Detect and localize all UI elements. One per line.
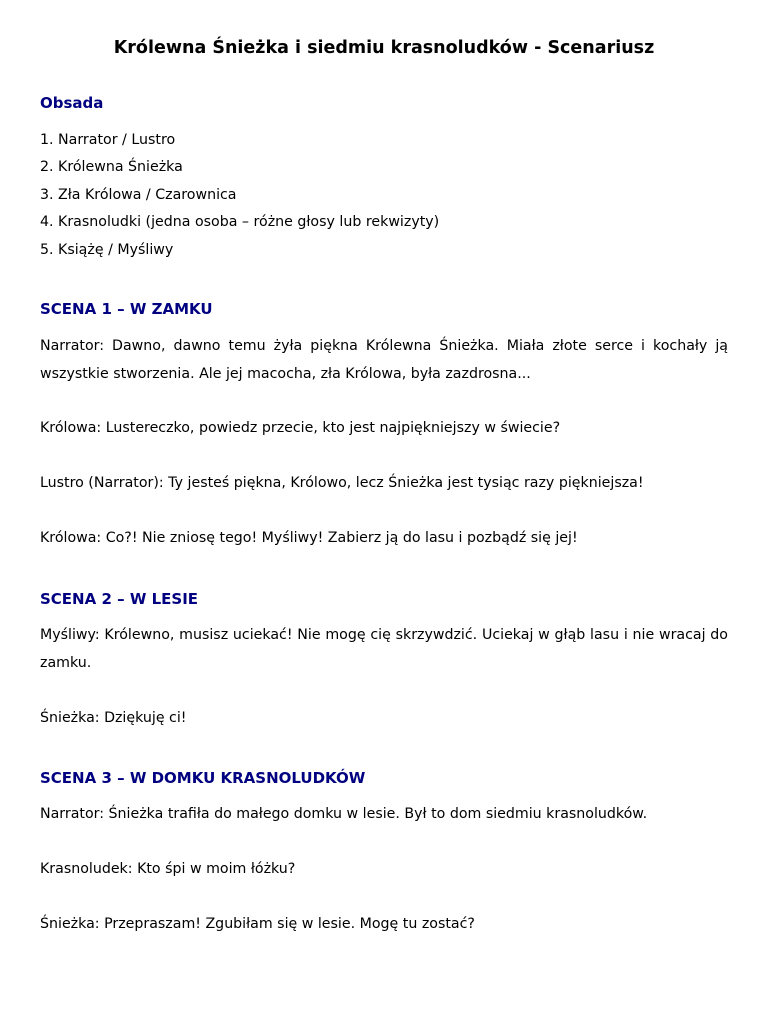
scene-1-heading: SCENA 1 – W ZAMKU (40, 300, 213, 318)
dialogue-line: Królowa: Lustereczko, powiedz przecie, kto jest najpiękniejszy w świecie? (40, 420, 561, 436)
cast-item: 5. Książę / Myśliwy (40, 242, 174, 258)
cast-item: 2. Królewna Śnieżka (40, 159, 183, 175)
dialogue-line: Królowa: Co?! Nie zniosę tego! Myśliwy! Zabierz ją do lasu i pozbądź się jej! (40, 530, 578, 546)
dialogue-line: Śnieżka: Przepraszam! Zgubiłam się w lesie. Mogę tu zostać? (40, 916, 475, 932)
document-title: Królewna Śnieżka i siedmiu krasnoludków - Scenariusz (113, 38, 655, 58)
dialogue-line: Lustro (Narrator): Ty jesteś piękna, Królowo, lecz Śnieżka jest tysiąc razy piękniejsza! (40, 475, 644, 491)
scene-3-heading: SCENA 3 – W DOMKU KRASNOLUDKÓW (40, 769, 366, 787)
dialogue-line: Myśliwy: Królewno, musisz uciekać! Nie mogę cię skrzywdzić. Uciekaj w głąb lasu i nie wracaj do zamku. (40, 627, 728, 671)
cast-heading: Obsada (40, 94, 104, 112)
dialogue-line: Narrator: Dawno, dawno temu żyła piękna Królewna Śnieżka. Miała złote serce i kochały ją wszystkie stworzenia. Ale jej macocha, zła Królowa, była zazdrosna... (40, 338, 728, 382)
dialogue-line: Narrator: Śnieżka trafiła do małego domku w lesie. Był to dom siedmiu krasnoludków. (40, 806, 648, 822)
scene-2-heading: SCENA 2 – W LESIE (40, 590, 199, 608)
cast-item: 4. Krasnoludki (jedna osoba – różne głosy lub rekwizyty) (40, 214, 440, 230)
cast-item: 1. Narrator / Lustro (40, 132, 176, 148)
dialogue-line: Śnieżka: Dziękuję ci! (40, 710, 187, 726)
dialogue-line: Krasnoludek: Kto śpi w moim łóżku? (40, 861, 296, 877)
cast-item: 3. Zła Królowa / Czarownica (40, 187, 237, 203)
